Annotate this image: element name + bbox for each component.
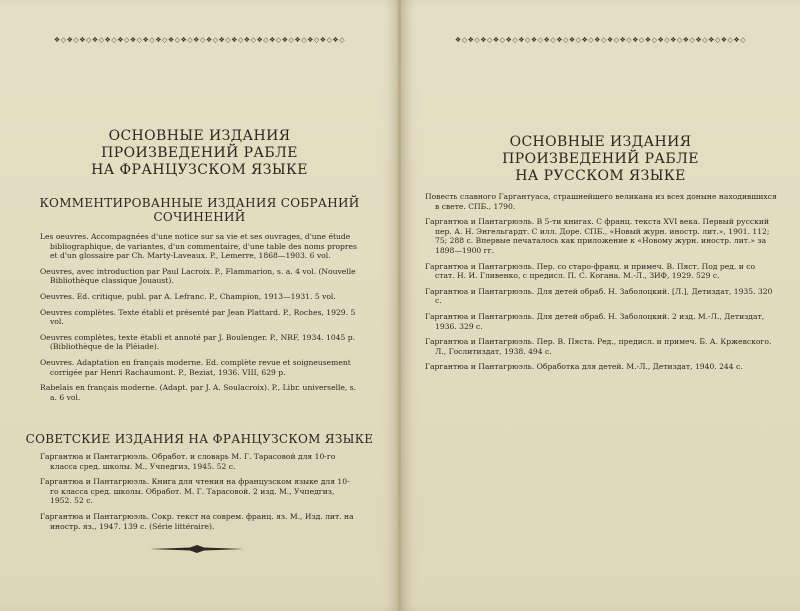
left-page-title: ОСНОВНЫЕ ИЗДАНИЯ ПРОИЗВЕДЕНИЙ РАБЛЕ НА ФРАНЦУЗСКОМ ЯЗЫКЕ: [91, 128, 308, 178]
list-item: Гаргантюа и Пантагрюэль. Пер. со старо-франц. и примеч. В. Пяст. Под ред. и со стат. Н. И. Гливенко, с предисл. П. С. Когана. М.-Л., ЗИФ, 1929. 529 с.: [425, 261, 756, 281]
right-page: [401, 0, 800, 611]
right-page-title: ОСНОВНЫЕ ИЗДАНИЯ ПРОИЗВЕДЕНИЙ РАБЛЕ НА РУССКОМ ЯЗЫКЕ: [502, 134, 699, 184]
list-item: Повесть славного Гаргантуаса, страшнейшего великана из всех доныне находившихся в свете. СПБ., 1790.: [425, 192, 777, 211]
list-item: Oeuvres complètes, texte établi et annoté par J. Boulenger. P., NRF, 1934. 1045 p. (Bibliothèque de la Pléiade).: [40, 332, 356, 352]
list-item: Гаргантюа и Пантагрюэль. Книга для чтения на французском языке для 10-го класса сред. школы. Обработ. М. Г. Тарасовой. 2 изд. М., Учпедгиз, 1952. 52 с.: [40, 477, 350, 506]
soviet-editions-list: [40, 452, 358, 537]
section-commented-editions-title: КОММЕНТИРОВАННЫЕ ИЗДАНИЯ СОБРАНИЙ СОЧИНЕНИЙ: [39, 196, 360, 224]
left-page: [0, 0, 399, 611]
list-item: Oeuvres, avec introduction par Paul Lacroix. P., Flammarion, s. a. 4 vol. (Nouvelle Bibliothèque classique Jouaust).: [40, 266, 356, 286]
list-item: Гаргантюа и Пантагрюэль. Пер. В. Пяста. Ред., предисл. и примеч. Б. А. Кржевского. Л., Гослитиздат, 1938. 494 с.: [425, 337, 772, 356]
list-item: Гаргантюа и Пантагрюэль. Обработка для детей. М.-Л., Детиздат, 1940. 244 с.: [425, 362, 743, 372]
list-item: Гаргантюа и Пантагрюэль. Обработ. и словарь М. Г. Тарасовой для 10-го класса сред. школы. М., Учпедгиз, 1945. 52 с.: [40, 452, 336, 471]
list-item: Oeuvres. Ed. critique, publ. par A. Lefranc. P., Champion, 1913—1931. 5 vol.: [40, 291, 336, 301]
list-item: Oeuvres complètes. Texte établi et présenté par Jean Plattard. P., Roches, 1929. 5 vol.: [40, 307, 356, 327]
bottom-ornament: [150, 545, 244, 553]
top-ornament: ❖◇❖◇❖◇❖◇❖◇❖◇❖◇❖◇❖◇❖◇❖◇❖◇❖◇❖◇❖◇❖◇❖◇❖◇❖◇❖◇❖◇❖◇❖◇: [454, 36, 747, 44]
list-item: Гаргантюа и Пантагрюэль. Для детей обраб. Н. Заболоцкий. [Л.], Детиздат, 1935. 320 с.: [425, 286, 773, 306]
top-ornament: ❖◇❖◇❖◇❖◇❖◇❖◇❖◇❖◇❖◇❖◇❖◇❖◇❖◇❖◇❖◇❖◇❖◇❖◇❖◇❖◇❖◇❖◇❖◇: [53, 36, 346, 44]
russian-editions-list: [425, 192, 777, 378]
list-item: Гаргантюа и Пантагрюэль. Сокр. текст на соврем. франц. яз. М., Изд. лит. на иностр. яз., 1947. 139 с. (Série littéraire).: [40, 511, 354, 531]
list-item: Oeuvres. Adaptation en français moderne. Ed. complète revue et soigneusement corrigée par Henri Rachaumont. P., Beziat, 1936. VIII, 629 p.: [40, 357, 351, 377]
list-item: Гаргантюа и Пантагрюэль. В 5-ти книгах. С франц. текста XVI века. Первый русский пер. А. Н. Энгельгардт. С илл. Доре. СПБ., «Новый журн. иностр. лит.», 1901. 112; 75; 288 с. Впервые печаталось как приложение к «Новому журн. иностр. лит.» за 1898—1900 гг.: [425, 217, 770, 255]
list-item: Гаргантюа и Пантагрюэль. Для детей обраб. Н. Заболоцкий. 2 изд. М.-Л., Детиздат, 1936. 329 с.: [425, 311, 765, 331]
section-soviet-editions-title: СОВЕТСКИЕ ИЗДАНИЯ НА ФРАНЦУЗСКОМ ЯЗЫКЕ: [25, 432, 374, 446]
list-item: Les oeuvres. Accompagnées d'une notice sur sa vie et ses ouvrages, d'une étude bibliographique, de variantes, d'un commentaire, d'une table des noms propres et d'un glossaire par Ch. Marty-Laveaux. P., Lemerre, 1868—1903. 6 vol.: [40, 232, 357, 261]
list-item: Rabelais en français moderne. (Adapt. par J. A. Soulacroix). P., Libr. universelle, s. a. 6 vol.: [40, 383, 357, 402]
commented-editions-list: [40, 232, 358, 408]
